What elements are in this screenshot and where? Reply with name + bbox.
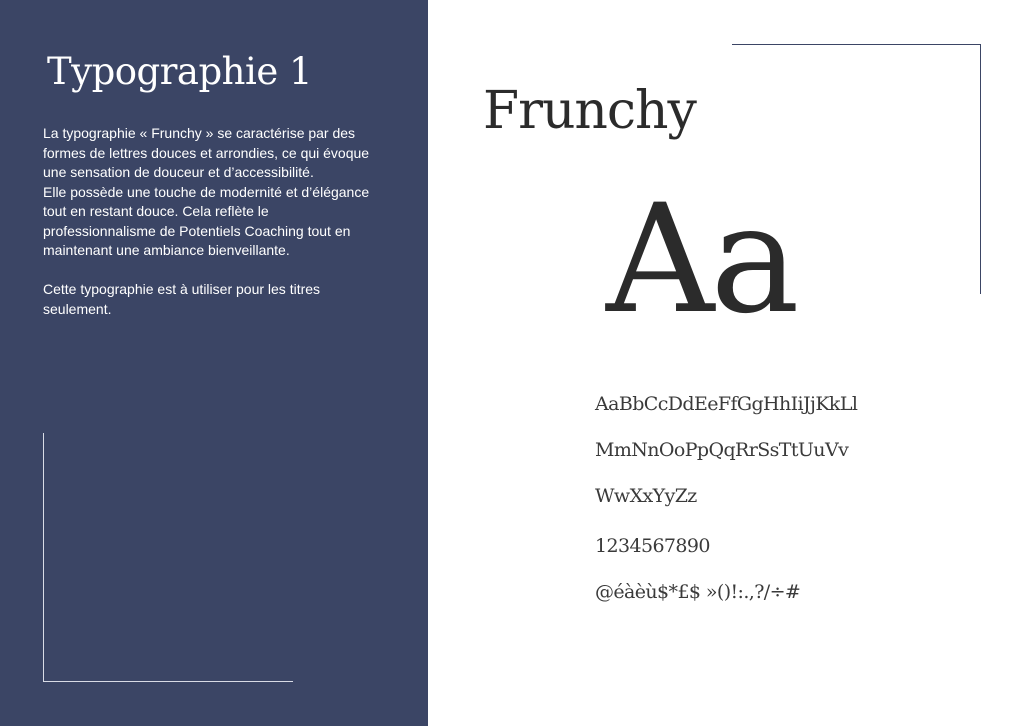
font-name-heading: Frunchy	[483, 81, 696, 141]
corner-frame-line-vertical	[980, 44, 981, 294]
description-paragraph: La typographie « Frunchy » se caractérise par des formes de lettres douces et arrondies, ce qui évoque une sensation de douceur et d’accessibilité.	[43, 125, 370, 180]
typography-description	[43, 124, 373, 319]
corner-frame-line-horizontal	[732, 44, 981, 45]
corner-frame-line-horizontal	[43, 681, 293, 682]
left-panel	[0, 0, 428, 726]
alphabet-row: AaBbCcDdEeFfGgHhIiJjKkLl	[595, 393, 858, 415]
alphabet-row: MmNnOoPpQqRrSsTtUuVv	[595, 439, 849, 461]
alphabet-row: WwXxYyZz	[595, 485, 697, 507]
symbols-row: @éàèù$*£$ »()!:.,?/÷#	[595, 581, 801, 603]
description-paragraph: Elle possède une touche de modernité et d’élégance tout en restant douce. Cela reflète le professionnalisme de Potentiels Coaching tout en maintenant une ambiance bienveillante.	[43, 183, 370, 258]
corner-frame-line-vertical	[43, 433, 44, 682]
description-paragraph: Cette typographie est à utiliser pour les titres seulement.	[43, 281, 321, 317]
font-specimen-sample: Aa	[606, 173, 796, 347]
page-title: Typographie 1	[47, 50, 313, 93]
numerals-row: 1234567890	[595, 535, 710, 557]
